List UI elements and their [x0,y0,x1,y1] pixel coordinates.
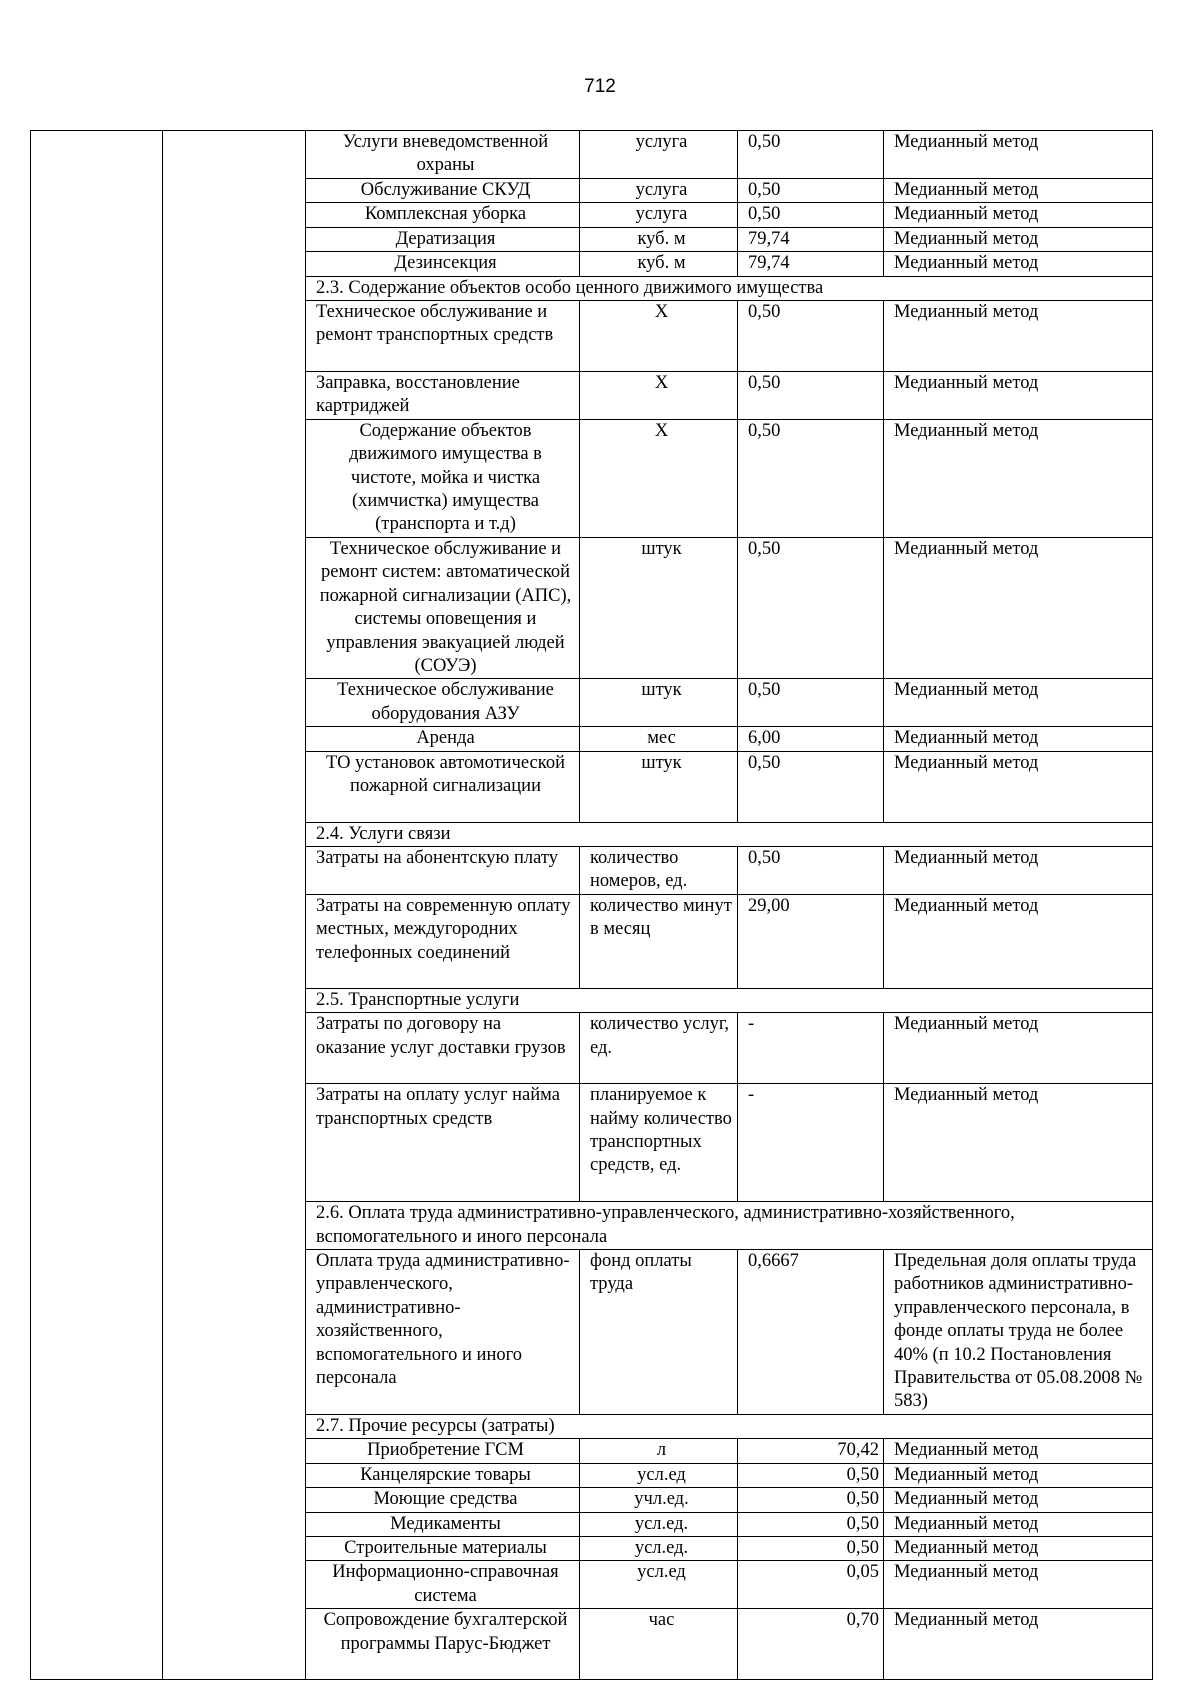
item-name-cell: Услуги вневедомственной охраны [306,131,580,179]
item-value-cell: 0,50 [738,131,884,179]
item-name-cell: Информационно-справочная система [306,1561,580,1609]
item-unit-cell: Х [580,372,738,420]
item-name-cell: Сопровождение бухгалтерской программы Парус-Бюджет [306,1609,580,1680]
item-name-cell: ТО установок автомотической пожарной сигнализации [306,751,580,822]
item-value-cell: 79,74 [738,252,884,276]
item-unit-cell: Х [580,419,738,537]
item-method-cell: Медианный метод [884,301,1153,372]
item-name-cell: Обслуживание СКУД [306,179,580,203]
item-method-cell: Медианный метод [884,1439,1153,1463]
item-value-cell: 0,50 [738,751,884,822]
item-name-cell: Медикаменты [306,1512,580,1536]
item-unit-cell: услуга [580,179,738,203]
item-unit-cell: усл.ед. [580,1537,738,1561]
item-name-cell: Дезинсекция [306,252,580,276]
item-method-cell: Медианный метод [884,372,1153,420]
item-unit-cell: мес [580,727,738,751]
item-unit-cell: штук [580,537,738,678]
cost-norms-table [30,130,1153,1680]
item-unit-cell: услуга [580,203,738,227]
item-value-cell: 0,50 [738,372,884,420]
item-value-cell: 0,50 [738,1488,884,1512]
item-method-cell: Предельная доля оплаты труда работников административно-управленческого персонала, в фонде оплаты труда не более 40% (п 10.2 Постановления Правительства от 05.08.2008 № 583) [884,1249,1153,1414]
item-method-cell: Медианный метод [884,227,1153,251]
item-method-cell: Медианный метод [884,203,1153,227]
item-unit-cell: час [580,1609,738,1680]
item-value-cell: - [738,1084,884,1202]
item-unit-cell: количество услуг, ед. [580,1013,738,1084]
blank-column-1 [31,131,163,1680]
item-name-cell: Комплексная уборка [306,203,580,227]
item-method-cell: Медианный метод [884,1537,1153,1561]
item-unit-cell: фонд оплаты труда [580,1249,738,1414]
item-method-cell: Медианный метод [884,894,1153,988]
item-name-cell: Моющие средства [306,1488,580,1512]
item-method-cell: Медианный метод [884,1488,1153,1512]
item-name-cell: Канцелярские товары [306,1463,580,1487]
item-name-cell: Техническое обслуживание и ремонт транспортных средств [306,301,580,372]
section-heading: 2.6. Оплата труда административно-управленческого, административно-хозяйственного, вспомогательного и иного персонала [306,1202,1153,1250]
section-heading: 2.3. Содержание объектов особо ценного движимого имущества [306,276,1153,300]
section-heading: 2.7. Прочие ресурсы (затраты) [306,1414,1153,1438]
item-name-cell: Заправка, восстановление картриджей [306,372,580,420]
item-name-cell: Дератизация [306,227,580,251]
item-unit-cell: планируемое к найму количество транспортных средств, ед. [580,1084,738,1202]
item-value-cell: 0,50 [738,419,884,537]
item-unit-cell: куб. м [580,227,738,251]
item-method-cell: Медианный метод [884,252,1153,276]
item-method-cell: Медианный метод [884,751,1153,822]
item-method-cell: Медианный метод [884,537,1153,678]
item-value-cell: 0,50 [738,846,884,894]
item-name-cell: Техническое обслуживание и ремонт систем: автоматической пожарной сигнализации (АПС), системы оповещения и управления эвакуацией людей (СОУЭ) [306,537,580,678]
item-method-cell: Медианный метод [884,727,1153,751]
item-name-cell: Затраты на современную оплату местных, междугородних телефонных соединений [306,894,580,988]
item-method-cell: Медианный метод [884,1084,1153,1202]
blank-column-2 [163,131,306,1680]
item-unit-cell: усл.ед [580,1561,738,1609]
item-value-cell: 0,70 [738,1609,884,1680]
item-value-cell: 0,50 [738,1537,884,1561]
item-method-cell: Медианный метод [884,1512,1153,1536]
item-name-cell: Строительные материалы [306,1537,580,1561]
item-value-cell: 79,74 [738,227,884,251]
section-heading: 2.5. Транспортные услуги [306,988,1153,1012]
item-value-cell: 70,42 [738,1439,884,1463]
item-name-cell: Затраты на оплату услуг найма транспортных средств [306,1084,580,1202]
item-name-cell: Приобретение ГСМ [306,1439,580,1463]
item-value-cell: 0,50 [738,301,884,372]
item-unit-cell: количество номеров, ед. [580,846,738,894]
item-value-cell: 0,50 [738,1512,884,1536]
page-number: 712 [584,76,616,97]
item-method-cell: Медианный метод [884,1463,1153,1487]
item-unit-cell: штук [580,679,738,727]
item-value-cell: 6,00 [738,727,884,751]
item-unit-cell: количество минут в месяц [580,894,738,988]
item-method-cell: Медианный метод [884,179,1153,203]
item-name-cell: Содержание объектов движимого имущества в чистоте, мойка и чистка (химчистка) имущества (транспорта и т.д) [306,419,580,537]
item-method-cell: Медианный метод [884,1609,1153,1680]
item-value-cell: 0,50 [738,537,884,678]
item-name-cell: Оплата труда административно-управленческого, административно-хозяйственного, вспомогательного и иного персонала [306,1249,580,1414]
item-unit-cell: штук [580,751,738,822]
item-method-cell: Медианный метод [884,419,1153,537]
item-method-cell: Медианный метод [884,131,1153,179]
item-value-cell: 0,50 [738,203,884,227]
item-unit-cell: усл.ед [580,1463,738,1487]
table-row [31,131,1153,179]
item-value-cell: 29,00 [738,894,884,988]
section-heading: 2.4. Услуги связи [306,822,1153,846]
item-unit-cell: Х [580,301,738,372]
item-method-cell: Медианный метод [884,679,1153,727]
item-value-cell: 0,6667 [738,1249,884,1414]
item-name-cell: Затраты по договору на оказание услуг доставки грузов [306,1013,580,1084]
item-value-cell: 0,05 [738,1561,884,1609]
item-value-cell: 0,50 [738,179,884,203]
item-value-cell: 0,50 [738,679,884,727]
item-method-cell: Медианный метод [884,1561,1153,1609]
item-unit-cell: услуга [580,131,738,179]
item-unit-cell: учл.ед. [580,1488,738,1512]
item-value-cell: - [738,1013,884,1084]
item-name-cell: Затраты на абонентскую плату [306,846,580,894]
item-method-cell: Медианный метод [884,1013,1153,1084]
item-unit-cell: л [580,1439,738,1463]
item-unit-cell: усл.ед. [580,1512,738,1536]
item-value-cell: 0,50 [738,1463,884,1487]
item-method-cell: Медианный метод [884,846,1153,894]
item-name-cell: Техническое обслуживание оборудования АЗУ [306,679,580,727]
item-unit-cell: куб. м [580,252,738,276]
item-name-cell: Аренда [306,727,580,751]
